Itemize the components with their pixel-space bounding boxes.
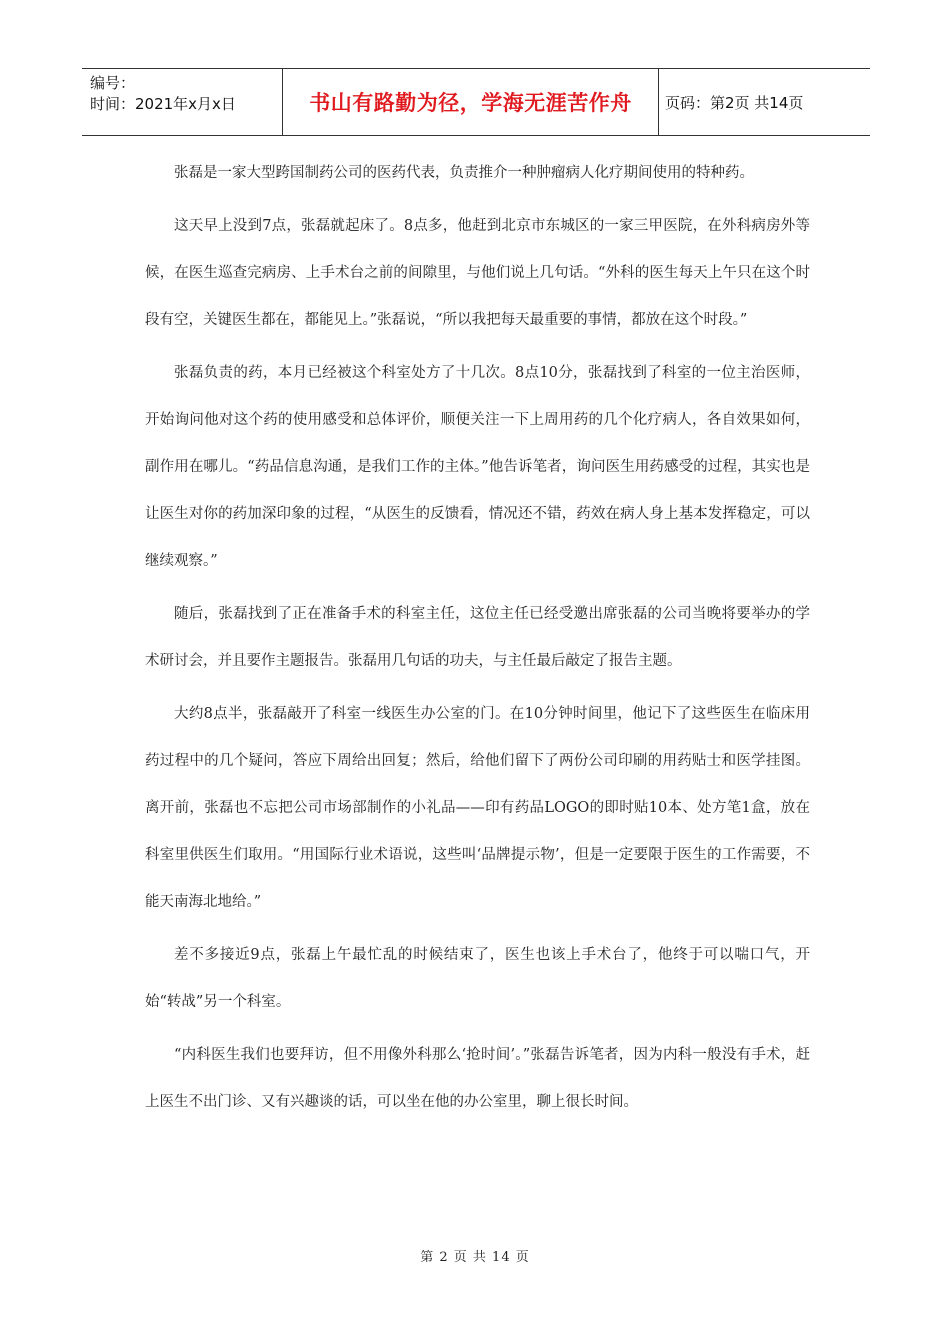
paragraph: 大约8点半，张磊敲开了科室一线医生办公室的门。在10分钟时间里，他记下了这些医生在临床用药过程中的几个疑问，答应下周给出回复；然后，给他们留下了两份公司印刷的用药贴士和医学挂图。离开前，张磊也不忘把公司市场部制作的小礼品——印有药品LOGO的即时贴10本、处方笔1盒，放在科室里供医生们取用。“用国际行业术语说，这些叫‘品牌提示物’，但是一定要限于医生的工作需要，不能天南海北地给。” bbox=[145, 706, 810, 910]
document-header bbox=[82, 68, 870, 136]
paragraph: 随后，张磊找到了正在准备手术的科室主任，这位主任已经受邀出席张磊的公司当晚将要举办的学术研讨会，并且要作主题报告。张磊用几句话的功夫，与主任最后敲定了报告主题。 bbox=[145, 606, 810, 669]
footer-page-number: 第 2 页 共 14 页 bbox=[420, 1250, 530, 1265]
paragraph: 张磊是一家大型跨国制药公司的医药代表，负责推介一种肿瘤病人化疗期间使用的特种药。 bbox=[174, 165, 754, 181]
document-body bbox=[145, 150, 810, 1132]
motto-cell bbox=[282, 69, 659, 135]
date-label: 时间：2021年x月x日 bbox=[90, 95, 236, 113]
paragraph: 这天早上没到7点，张磊就起床了。8点多，他赶到北京市东城区的一家三甲医院，在外科病房外等候，在医生巡查完病房、上手术台之前的间隙里，与他们说上几句话。“外科的医生每天上午只在这个时段有空，关键医生都在，都能见上。”张磊说，“所以我把每天最重要的事情，都放在这个时段。” bbox=[145, 218, 810, 328]
page-number-label: 页码：第2页 共14页 bbox=[665, 93, 804, 112]
paragraph: 差不多接近9点，张磊上午最忙乱的时候结束了，医生也该上手术台了，他终于可以喘口气，开始“转战”另一个科室。 bbox=[145, 947, 810, 1010]
paragraph: “内科医生我们也要拜访，但不用像外科那么‘抢时间’。”张磊告诉笔者，因为内科一般没有手术，赶上医生不出门诊、又有兴趣谈的话，可以坐在他的办公室里，聊上很长时间。 bbox=[145, 1047, 810, 1110]
number-label: 编号： bbox=[90, 74, 136, 92]
motto-text: 书山有路勤为径，学海无涯苦作舟 bbox=[309, 91, 632, 115]
page-number-cell bbox=[659, 69, 870, 135]
page-footer bbox=[0, 1246, 950, 1265]
paragraph: 张磊负责的药，本月已经被这个科室处方了十几次。8点10分，张磊找到了科室的一位主治医师，开始询问他对这个药的使用感受和总体评价，顺便关注一下上周用药的几个化疗病人，各自效果如何，副作用在哪儿。“药品信息沟通，是我们工作的主体。”他告诉笔者，询问医生用药感受的过程，其实也是让医生对你的药加深印象的过程，“从医生的反馈看，情况还不错，药效在病人身上基本发挥稳定，可以继续观察。” bbox=[145, 365, 810, 569]
header-meta-cell bbox=[82, 69, 282, 135]
